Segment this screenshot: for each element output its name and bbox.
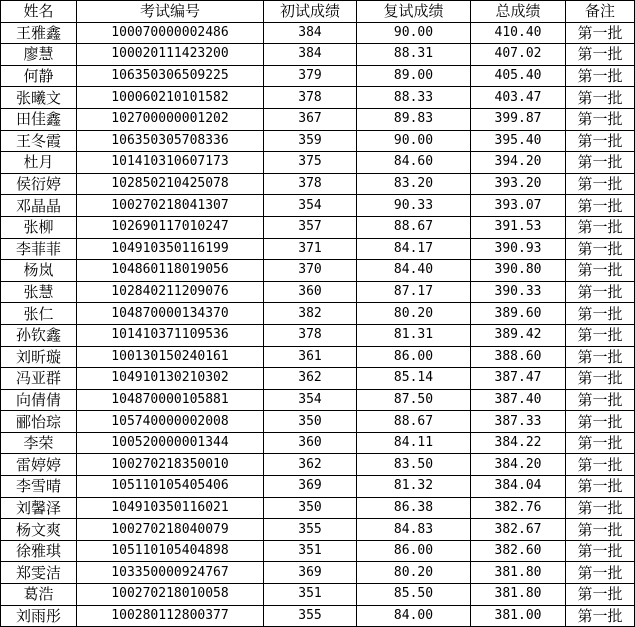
cell-exam-id: 105110105404898 bbox=[77, 540, 264, 562]
cell-retest-score: 84.83 bbox=[357, 519, 471, 541]
cell-initial-score: 378 bbox=[264, 324, 357, 346]
table-row bbox=[1, 216, 635, 238]
cell-total-score: 381.00 bbox=[471, 605, 566, 627]
table-row bbox=[1, 260, 635, 282]
cell-total-score: 384.22 bbox=[471, 432, 566, 454]
cell-retest-score: 88.67 bbox=[357, 411, 471, 433]
cell-name: 李荣 bbox=[1, 432, 77, 454]
cell-name: 徐雅琪 bbox=[1, 540, 77, 562]
cell-initial-score: 360 bbox=[264, 281, 357, 303]
table-row bbox=[1, 540, 635, 562]
cell-total-score: 381.80 bbox=[471, 562, 566, 584]
cell-retest-score: 84.00 bbox=[357, 605, 471, 627]
header-total-score: 总成绩 bbox=[471, 1, 566, 23]
table-row bbox=[1, 562, 635, 584]
cell-total-score: 387.40 bbox=[471, 389, 566, 411]
cell-exam-id: 100270218350010 bbox=[77, 454, 264, 476]
cell-note: 第一批 bbox=[566, 65, 635, 87]
cell-initial-score: 369 bbox=[264, 476, 357, 498]
cell-total-score: 389.42 bbox=[471, 324, 566, 346]
table-row bbox=[1, 519, 635, 541]
cell-total-score: 407.02 bbox=[471, 44, 566, 66]
cell-initial-score: 384 bbox=[264, 22, 357, 44]
table-row bbox=[1, 130, 635, 152]
cell-exam-id: 100270218040079 bbox=[77, 519, 264, 541]
table-row bbox=[1, 497, 635, 519]
table-row bbox=[1, 411, 635, 433]
header-name: 姓名 bbox=[1, 1, 77, 23]
cell-retest-score: 85.14 bbox=[357, 368, 471, 390]
header-retest-score: 复试成绩 bbox=[357, 1, 471, 23]
cell-retest-score: 84.17 bbox=[357, 238, 471, 260]
cell-total-score: 387.33 bbox=[471, 411, 566, 433]
cell-total-score: 393.07 bbox=[471, 195, 566, 217]
cell-name: 张曦文 bbox=[1, 87, 77, 109]
cell-exam-id: 104870000134370 bbox=[77, 303, 264, 325]
cell-name: 何静 bbox=[1, 65, 77, 87]
table-row bbox=[1, 368, 635, 390]
cell-total-score: 382.67 bbox=[471, 519, 566, 541]
table-row bbox=[1, 303, 635, 325]
cell-exam-id: 104910350116021 bbox=[77, 497, 264, 519]
cell-name: 冯亚群 bbox=[1, 368, 77, 390]
table-row bbox=[1, 476, 635, 498]
table-row bbox=[1, 173, 635, 195]
cell-initial-score: 378 bbox=[264, 87, 357, 109]
cell-note: 第一批 bbox=[566, 303, 635, 325]
cell-retest-score: 81.31 bbox=[357, 324, 471, 346]
cell-retest-score: 86.00 bbox=[357, 346, 471, 368]
cell-retest-score: 86.38 bbox=[357, 497, 471, 519]
cell-retest-score: 84.40 bbox=[357, 260, 471, 282]
cell-note: 第一批 bbox=[566, 454, 635, 476]
cell-total-score: 395.40 bbox=[471, 130, 566, 152]
cell-exam-id: 100020111423200 bbox=[77, 44, 264, 66]
cell-initial-score: 351 bbox=[264, 540, 357, 562]
cell-total-score: 391.53 bbox=[471, 216, 566, 238]
cell-total-score: 384.20 bbox=[471, 454, 566, 476]
cell-note: 第一批 bbox=[566, 432, 635, 454]
cell-total-score: 390.80 bbox=[471, 260, 566, 282]
cell-exam-id: 102690117010247 bbox=[77, 216, 264, 238]
table-row bbox=[1, 195, 635, 217]
cell-exam-id: 103350000924767 bbox=[77, 562, 264, 584]
cell-exam-id: 101410371109536 bbox=[77, 324, 264, 346]
cell-name: 孙钦鑫 bbox=[1, 324, 77, 346]
header-exam-id: 考试编号 bbox=[77, 1, 264, 23]
cell-name: 雷婷婷 bbox=[1, 454, 77, 476]
cell-name: 刘昕璇 bbox=[1, 346, 77, 368]
cell-name: 王雅鑫 bbox=[1, 22, 77, 44]
cell-name: 杜月 bbox=[1, 152, 77, 174]
cell-exam-id: 104910130210302 bbox=[77, 368, 264, 390]
cell-exam-id: 105110105405406 bbox=[77, 476, 264, 498]
cell-exam-id: 102850210425078 bbox=[77, 173, 264, 195]
table-row bbox=[1, 238, 635, 260]
cell-note: 第一批 bbox=[566, 130, 635, 152]
cell-exam-id: 100060210101582 bbox=[77, 87, 264, 109]
cell-note: 第一批 bbox=[566, 87, 635, 109]
cell-retest-score: 87.17 bbox=[357, 281, 471, 303]
cell-retest-score: 80.20 bbox=[357, 562, 471, 584]
cell-exam-id: 102700000001202 bbox=[77, 108, 264, 130]
cell-initial-score: 354 bbox=[264, 389, 357, 411]
cell-initial-score: 378 bbox=[264, 173, 357, 195]
table-row bbox=[1, 605, 635, 627]
cell-note: 第一批 bbox=[566, 584, 635, 606]
cell-initial-score: 370 bbox=[264, 260, 357, 282]
cell-retest-score: 87.50 bbox=[357, 389, 471, 411]
cell-retest-score: 83.20 bbox=[357, 173, 471, 195]
cell-name: 李菲菲 bbox=[1, 238, 77, 260]
cell-name: 王冬霞 bbox=[1, 130, 77, 152]
cell-exam-id: 100070000002486 bbox=[77, 22, 264, 44]
cell-initial-score: 355 bbox=[264, 605, 357, 627]
cell-name: 刘雨彤 bbox=[1, 605, 77, 627]
cell-note: 第一批 bbox=[566, 152, 635, 174]
cell-initial-score: 361 bbox=[264, 346, 357, 368]
cell-name: 邓晶晶 bbox=[1, 195, 77, 217]
cell-total-score: 403.47 bbox=[471, 87, 566, 109]
table-row bbox=[1, 432, 635, 454]
cell-initial-score: 371 bbox=[264, 238, 357, 260]
cell-exam-id: 100130150240161 bbox=[77, 346, 264, 368]
cell-exam-id: 104910350116199 bbox=[77, 238, 264, 260]
cell-initial-score: 350 bbox=[264, 497, 357, 519]
table-row bbox=[1, 454, 635, 476]
table-row bbox=[1, 324, 635, 346]
cell-total-score: 382.60 bbox=[471, 540, 566, 562]
header-row bbox=[1, 1, 635, 23]
table-row bbox=[1, 346, 635, 368]
cell-total-score: 381.80 bbox=[471, 584, 566, 606]
header-initial-score: 初试成绩 bbox=[264, 1, 357, 23]
cell-initial-score: 375 bbox=[264, 152, 357, 174]
cell-initial-score: 351 bbox=[264, 584, 357, 606]
cell-exam-id: 105740000002008 bbox=[77, 411, 264, 433]
cell-note: 第一批 bbox=[566, 281, 635, 303]
cell-name: 郑雯洁 bbox=[1, 562, 77, 584]
cell-name: 杨文爽 bbox=[1, 519, 77, 541]
cell-exam-id: 100270218041307 bbox=[77, 195, 264, 217]
cell-note: 第一批 bbox=[566, 519, 635, 541]
cell-note: 第一批 bbox=[566, 540, 635, 562]
table-row bbox=[1, 22, 635, 44]
cell-exam-id: 100520000001344 bbox=[77, 432, 264, 454]
cell-initial-score: 360 bbox=[264, 432, 357, 454]
cell-retest-score: 83.50 bbox=[357, 454, 471, 476]
cell-note: 第一批 bbox=[566, 389, 635, 411]
cell-initial-score: 369 bbox=[264, 562, 357, 584]
cell-note: 第一批 bbox=[566, 22, 635, 44]
cell-name: 田佳鑫 bbox=[1, 108, 77, 130]
cell-name: 向倩倩 bbox=[1, 389, 77, 411]
cell-total-score: 388.60 bbox=[471, 346, 566, 368]
table-row bbox=[1, 65, 635, 87]
cell-total-score: 410.40 bbox=[471, 22, 566, 44]
cell-retest-score: 85.50 bbox=[357, 584, 471, 606]
cell-note: 第一批 bbox=[566, 368, 635, 390]
cell-name: 葛浩 bbox=[1, 584, 77, 606]
table-row bbox=[1, 87, 635, 109]
cell-total-score: 394.20 bbox=[471, 152, 566, 174]
cell-exam-id: 104870000105881 bbox=[77, 389, 264, 411]
cell-note: 第一批 bbox=[566, 173, 635, 195]
table-row bbox=[1, 44, 635, 66]
cell-retest-score: 84.11 bbox=[357, 432, 471, 454]
cell-note: 第一批 bbox=[566, 497, 635, 519]
cell-initial-score: 379 bbox=[264, 65, 357, 87]
cell-initial-score: 382 bbox=[264, 303, 357, 325]
cell-initial-score: 384 bbox=[264, 44, 357, 66]
cell-initial-score: 355 bbox=[264, 519, 357, 541]
cell-note: 第一批 bbox=[566, 562, 635, 584]
cell-retest-score: 81.32 bbox=[357, 476, 471, 498]
cell-retest-score: 89.00 bbox=[357, 65, 471, 87]
cell-note: 第一批 bbox=[566, 324, 635, 346]
cell-exam-id: 106350305708336 bbox=[77, 130, 264, 152]
cell-total-score: 390.33 bbox=[471, 281, 566, 303]
cell-note: 第一批 bbox=[566, 44, 635, 66]
cell-retest-score: 80.20 bbox=[357, 303, 471, 325]
cell-note: 第一批 bbox=[566, 216, 635, 238]
table-row bbox=[1, 584, 635, 606]
cell-retest-score: 90.00 bbox=[357, 22, 471, 44]
cell-note: 第一批 bbox=[566, 605, 635, 627]
cell-note: 第一批 bbox=[566, 346, 635, 368]
cell-initial-score: 367 bbox=[264, 108, 357, 130]
cell-retest-score: 88.67 bbox=[357, 216, 471, 238]
cell-name: 张慧 bbox=[1, 281, 77, 303]
cell-note: 第一批 bbox=[566, 411, 635, 433]
cell-exam-id: 102840211209076 bbox=[77, 281, 264, 303]
cell-note: 第一批 bbox=[566, 195, 635, 217]
cell-retest-score: 90.00 bbox=[357, 130, 471, 152]
cell-name: 张柳 bbox=[1, 216, 77, 238]
cell-exam-id: 100270218010058 bbox=[77, 584, 264, 606]
cell-name: 张仁 bbox=[1, 303, 77, 325]
table-row bbox=[1, 389, 635, 411]
cell-total-score: 387.47 bbox=[471, 368, 566, 390]
cell-total-score: 384.04 bbox=[471, 476, 566, 498]
cell-exam-id: 104860118019056 bbox=[77, 260, 264, 282]
cell-total-score: 393.20 bbox=[471, 173, 566, 195]
cell-retest-score: 89.83 bbox=[357, 108, 471, 130]
cell-initial-score: 357 bbox=[264, 216, 357, 238]
table-row bbox=[1, 152, 635, 174]
cell-name: 廖慧 bbox=[1, 44, 77, 66]
cell-initial-score: 350 bbox=[264, 411, 357, 433]
table-row bbox=[1, 108, 635, 130]
cell-exam-id: 100280112800377 bbox=[77, 605, 264, 627]
cell-exam-id: 106350306509225 bbox=[77, 65, 264, 87]
cell-retest-score: 90.33 bbox=[357, 195, 471, 217]
cell-name: 李雪晴 bbox=[1, 476, 77, 498]
cell-total-score: 399.87 bbox=[471, 108, 566, 130]
cell-name: 郦怡琮 bbox=[1, 411, 77, 433]
cell-initial-score: 359 bbox=[264, 130, 357, 152]
cell-initial-score: 362 bbox=[264, 454, 357, 476]
cell-total-score: 390.93 bbox=[471, 238, 566, 260]
cell-name: 杨岚 bbox=[1, 260, 77, 282]
cell-note: 第一批 bbox=[566, 260, 635, 282]
cell-retest-score: 88.31 bbox=[357, 44, 471, 66]
cell-note: 第一批 bbox=[566, 476, 635, 498]
cell-name: 刘馨泽 bbox=[1, 497, 77, 519]
cell-name: 侯衍婷 bbox=[1, 173, 77, 195]
cell-note: 第一批 bbox=[566, 238, 635, 260]
header-note: 备注 bbox=[566, 1, 635, 23]
cell-retest-score: 84.60 bbox=[357, 152, 471, 174]
cell-initial-score: 354 bbox=[264, 195, 357, 217]
cell-exam-id: 101410310607173 bbox=[77, 152, 264, 174]
table-row bbox=[1, 281, 635, 303]
cell-retest-score: 86.00 bbox=[357, 540, 471, 562]
cell-note: 第一批 bbox=[566, 108, 635, 130]
cell-total-score: 389.60 bbox=[471, 303, 566, 325]
cell-total-score: 405.40 bbox=[471, 65, 566, 87]
cell-initial-score: 362 bbox=[264, 368, 357, 390]
cell-retest-score: 88.33 bbox=[357, 87, 471, 109]
cell-total-score: 382.76 bbox=[471, 497, 566, 519]
